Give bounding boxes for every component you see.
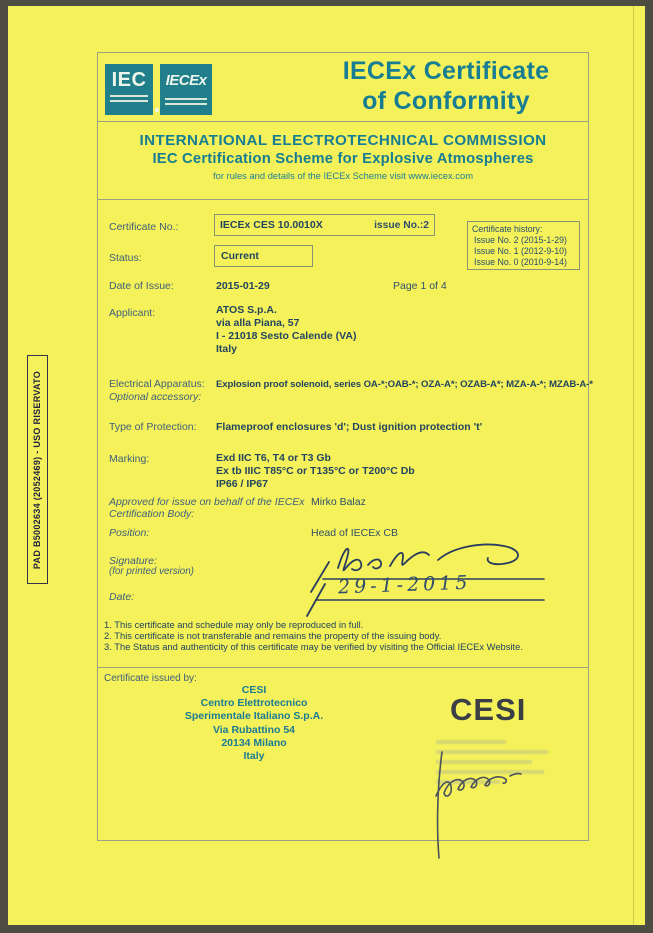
status-field xyxy=(214,245,313,267)
issuer-line: 20134 Milano xyxy=(221,736,287,749)
header-box xyxy=(97,52,589,122)
status-value: Current xyxy=(221,250,259,262)
iecex-logo xyxy=(160,64,212,115)
position-label: Position: xyxy=(109,527,150,539)
history-item: Issue No. 2 (2015-1-29) xyxy=(474,235,567,245)
condition-item: 1. This certificate and schedule may only be reproduced in full. xyxy=(104,619,364,630)
protection-label: Type of Protection: xyxy=(109,421,197,433)
certificate-body-box xyxy=(97,199,593,668)
marking-label: Marking: xyxy=(109,453,150,465)
approved-label-line2: Certification Body: xyxy=(109,508,195,520)
condition-item: 3. The Status and authenticity of this certificate may be verified by visiting the Official IECEx Website. xyxy=(104,641,523,653)
status-label: Status: xyxy=(109,252,142,264)
issuer-address xyxy=(141,684,367,763)
title-line-1: IECEx Certificate xyxy=(342,57,550,85)
issuer-line: Sperimentale Italiano S.p.A. xyxy=(184,710,324,723)
commission-note: for rules and details of the IECEx Scheme visit www.iecex.com xyxy=(213,170,473,181)
position-value: Head of IECEx CB xyxy=(311,527,398,539)
marking-line: Exd IIC T6, T4 or T3 Gb xyxy=(216,452,331,464)
marking-line: Ex tb IIIC T85°C or T135°C or T200°C Db xyxy=(216,465,415,477)
history-item: Issue No. 0 (2010-9-14) xyxy=(474,257,567,267)
date-of-issue-label: Date of Issue: xyxy=(109,280,174,292)
handwritten-date: 29-1-2015 xyxy=(337,571,472,599)
cesi-logo: CESI xyxy=(450,692,527,727)
side-archive-label: PAD B5002634 (2052469) - USO RISERVATO xyxy=(32,370,43,569)
iec-logo-bars xyxy=(110,95,148,105)
cert-no-label: Certificate No.: xyxy=(109,221,179,233)
issuer-line: Centro Elettrotecnico xyxy=(200,697,308,710)
apparatus-value: Explosion proof solenoid, series OA-*;OAB-*; OZA-A*; OZAB-A*; MZA-A-*; MZAB-A-* xyxy=(216,379,593,390)
applicant-line: via alla Piana, 57 xyxy=(216,317,300,329)
issued-by-label: Certificate issued by: xyxy=(104,673,197,684)
commission-banner xyxy=(97,121,589,200)
commission-scheme: IEC Certification Scheme for Explosive Atmospheres xyxy=(152,151,534,167)
date-of-issue-value: 2015-01-29 xyxy=(216,280,270,292)
iec-logo-dot xyxy=(155,108,159,112)
cert-no-field xyxy=(214,214,435,236)
conditions-list xyxy=(104,619,586,653)
signature-label: Signature: xyxy=(109,555,157,567)
protection-value: Flameproof enclosures 'd'; Dust ignition protection 't' xyxy=(216,421,483,433)
iec-logo xyxy=(105,64,153,115)
issuer-line: Via Rubattino 54 xyxy=(212,723,296,736)
issuer-handwritten-signature xyxy=(418,742,548,864)
applicant-line: ATOS S.p.A. xyxy=(216,304,277,316)
certificate-title xyxy=(310,56,582,116)
applicant-address xyxy=(216,304,356,356)
page-indicator: Page 1 of 4 xyxy=(393,280,447,292)
applicant-line: Italy xyxy=(216,343,238,355)
title-line-2: of Conformity xyxy=(362,87,530,115)
iecex-logo-text: IECEx xyxy=(165,72,207,89)
history-title: Certificate history: xyxy=(472,224,543,234)
iecex-logo-bars xyxy=(165,98,207,108)
history-item: Issue No. 1 (2012-9-10) xyxy=(474,246,567,256)
marking-line: IP66 / IP67 xyxy=(216,478,268,490)
commission-name: INTERNATIONAL ELECTROTECHNICAL COMMISSION xyxy=(139,132,547,149)
applicant-label: Applicant: xyxy=(109,307,156,319)
signature-sublabel: (for printed version) xyxy=(109,566,194,577)
iec-logo-text: IEC xyxy=(111,69,147,91)
approved-label-line1: Approved for issue on behalf of the IECEx xyxy=(109,496,305,508)
apparatus-label: Electrical Apparatus: xyxy=(109,378,205,390)
issuer-box xyxy=(97,667,589,841)
applicant-line: I - 21018 Sesto Calende (VA) xyxy=(216,330,357,342)
marking-values xyxy=(216,452,415,491)
issue-no-value: issue No.:2 xyxy=(374,219,429,231)
cert-no-value: IECEx CES 10.0010X xyxy=(220,219,323,231)
paper-edge-shadow xyxy=(633,6,634,925)
date-label: Date: xyxy=(109,591,135,603)
optional-accessory-label: Optional accessory: xyxy=(109,391,202,403)
issuer-line: CESI xyxy=(241,684,267,696)
approver-name: Mirko Balaz xyxy=(311,496,366,508)
issuer-line: Italy xyxy=(243,750,265,763)
condition-item: 2. This certificate is not transferable and remains the property of the issuing body. xyxy=(104,630,442,642)
certificate-history-box xyxy=(467,221,580,270)
side-archive-label-box xyxy=(27,355,48,584)
